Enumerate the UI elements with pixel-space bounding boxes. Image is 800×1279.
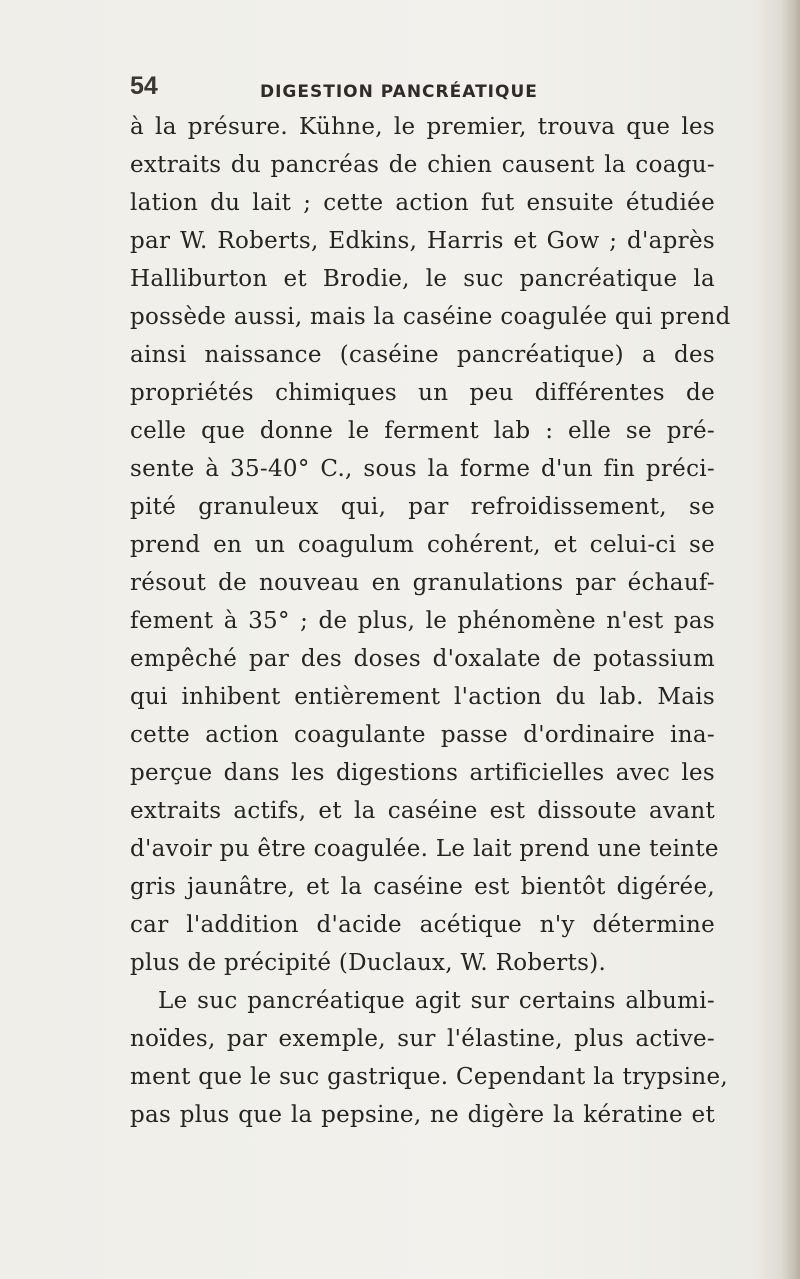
text-line: gris jaunâtre, et la caséine est bientôt digérée, [130, 874, 715, 900]
text-line: Halliburton et Brodie, le suc pancréatique la [130, 266, 715, 292]
body-text [130, 108, 731, 1134]
text-line: qui inhibent entièrement l'action du lab. Mais [130, 684, 715, 710]
text-line: lation du lait ; cette action fut ensuite étudiée [130, 190, 715, 216]
page-header [130, 60, 730, 100]
text-line: celle que donne le ferment lab : elle se pré- [130, 418, 715, 444]
text-line: Le suc pancréatique agit sur certains albumi- [158, 988, 715, 1014]
text-line: perçue dans les digestions artificielles avec les [130, 760, 715, 786]
page-number: 54 [130, 72, 158, 100]
text-line: fement à 35° ; de plus, le phénomène n'est pas [130, 608, 715, 634]
text-line: plus de précipité (Duclaux, W. Roberts). [130, 950, 607, 976]
text-line: prend en un coagulum cohérent, et celui-ci se [130, 532, 715, 558]
text-line: extraits actifs, et la caséine est dissoute avant [130, 798, 715, 824]
text-line: pas plus que la pepsine, ne digère la kératine et [130, 1102, 715, 1128]
text-line: pité granuleux qui, par refroidissement, se [130, 494, 715, 520]
text-line: noïdes, par exemple, sur l'élastine, plus active- [130, 1026, 715, 1052]
text-line: possède aussi, mais la caséine coagulée qui prend [130, 304, 731, 330]
text-line: empêché par des doses d'oxalate de potassium [130, 646, 715, 672]
text-line: cette action coagulante passe d'ordinaire ina- [130, 722, 715, 748]
text-line: ment que le suc gastrique. Cependant la trypsine, [130, 1064, 729, 1090]
page-edge-shadow [782, 0, 800, 1279]
text-line: résout de nouveau en granulations par échauf- [130, 570, 715, 596]
text-line: propriétés chimiques un peu différentes de [130, 380, 715, 406]
text-line: à la présure. Kühne, le premier, trouva que les [130, 114, 715, 140]
text-line: extraits du pancréas de chien causent la coagu- [130, 152, 715, 178]
running-head: DIGESTION PANCRÉATIQUE [260, 82, 538, 102]
text-line: car l'addition d'acide acétique n'y détermine [130, 912, 715, 938]
text-line: par W. Roberts, Edkins, Harris et Gow ; d'après [130, 228, 715, 254]
text-line: sente à 35-40° C., sous la forme d'un fin préci- [130, 456, 715, 482]
text-line: d'avoir pu être coagulée. Le lait prend une teinte [130, 836, 719, 862]
text-line: ainsi naissance (caséine pancréatique) a des [130, 342, 715, 368]
